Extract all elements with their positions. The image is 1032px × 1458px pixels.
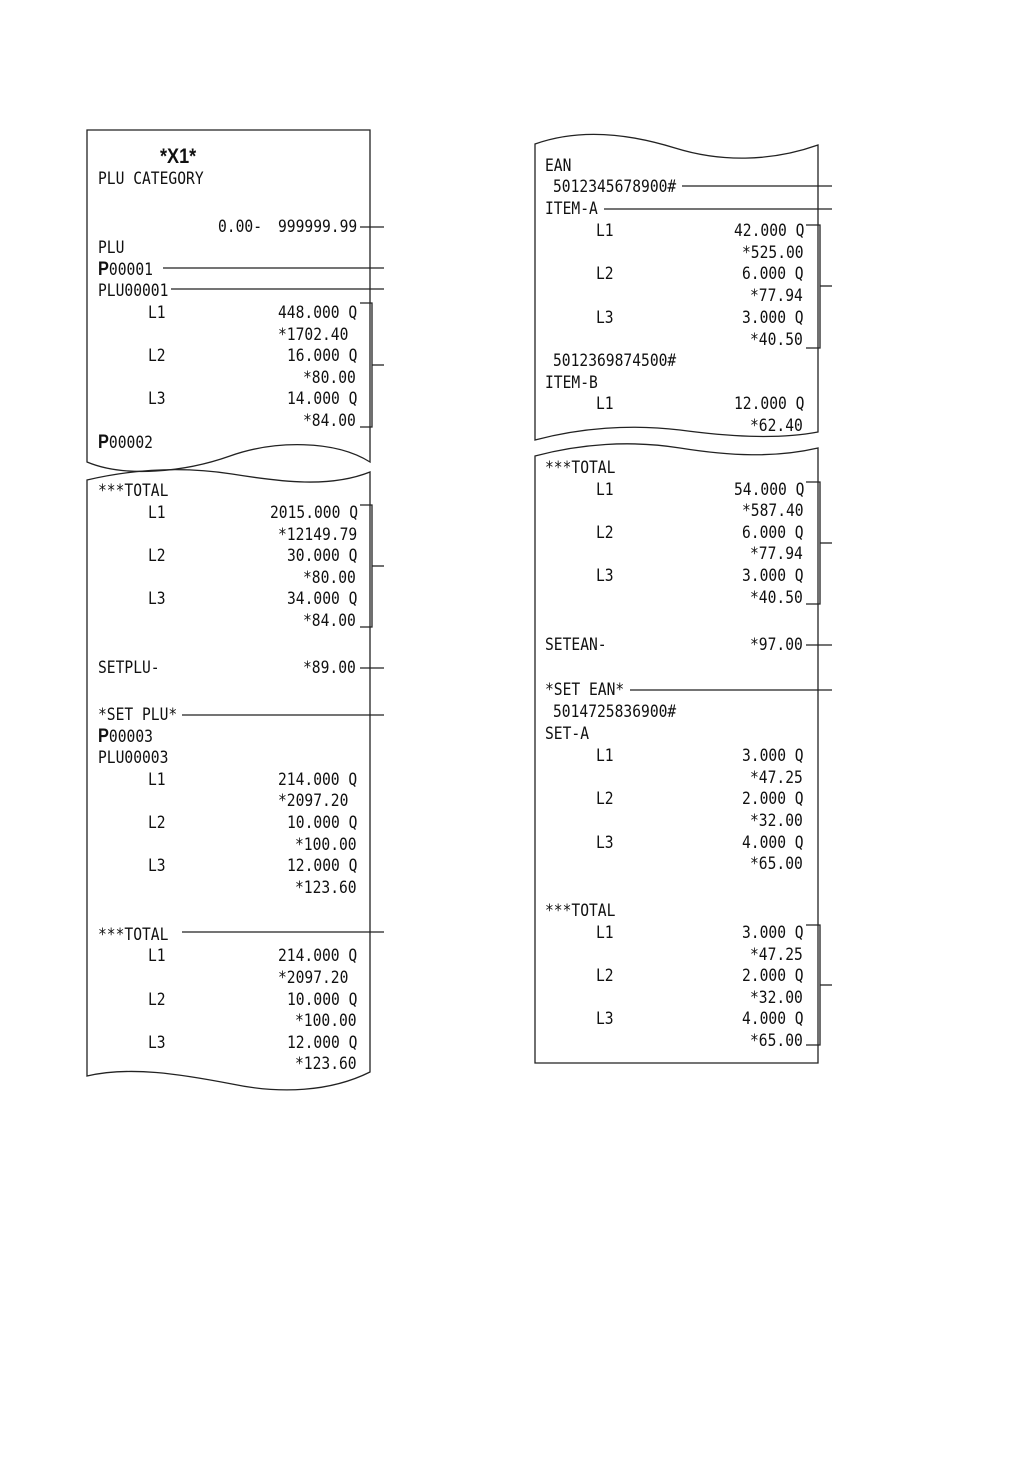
p1-line	[98, 259, 153, 282]
row-qty: 54.000 Q	[734, 480, 805, 500]
set-plu-header: *SET PLU*	[98, 705, 178, 725]
row-label: L2	[596, 523, 614, 543]
set-ean-header: *SET EAN*	[545, 680, 625, 700]
row-label: L3	[596, 566, 614, 586]
total-label: ***TOTAL	[545, 458, 616, 478]
p2-code: 00002	[108, 433, 153, 453]
row-amount: *525.00	[742, 243, 804, 263]
row-qty: 2.000 Q	[742, 966, 804, 986]
row-amount: *65.00	[750, 1031, 803, 1051]
p3-code: 00003	[108, 727, 153, 747]
row-label: L1	[148, 946, 166, 966]
row-amount: *587.40	[742, 501, 804, 521]
set-name: SET-A	[545, 724, 590, 744]
row-label: L2	[148, 990, 166, 1010]
row-amount: *62.40	[750, 416, 803, 436]
row-label: L1	[596, 923, 614, 943]
row-label: L2	[596, 789, 614, 809]
row-label: L1	[596, 746, 614, 766]
row-label: L3	[148, 1033, 166, 1053]
row-qty: 2015.000 Q	[270, 503, 359, 523]
range-low: 0.00-	[218, 217, 263, 237]
row-label: L3	[596, 308, 614, 328]
row-qty: 30.000 Q	[287, 546, 358, 566]
row-qty: 3.000 Q	[742, 923, 804, 943]
row-label: L1	[148, 770, 166, 790]
report-title	[160, 146, 196, 168]
row-qty: 12.000 Q	[287, 1033, 358, 1053]
row-qty: 6.000 Q	[742, 523, 804, 543]
row-amount: *2097.20	[278, 968, 349, 988]
p3-name: PLU00003	[98, 748, 169, 768]
row-label: L3	[148, 389, 166, 409]
item-a-name: ITEM-A	[545, 199, 598, 219]
item-b-name: ITEM-B	[545, 373, 598, 393]
row-amount: *123.60	[295, 1054, 357, 1074]
row-qty: 3.000 Q	[742, 746, 804, 766]
row-label: L1	[596, 394, 614, 414]
row-qty: 448.000 Q	[278, 303, 358, 323]
category-label: PLU CATEGORY	[98, 169, 204, 189]
row-label: L3	[596, 833, 614, 853]
row-qty: 214.000 Q	[278, 770, 358, 790]
row-amount: *80.00	[303, 568, 356, 588]
row-qty: 10.000 Q	[287, 813, 358, 833]
title-suffix: *	[189, 145, 197, 168]
setplu-amount: *89.00	[303, 658, 356, 678]
row-amount: *84.00	[303, 411, 356, 431]
setean-amount: *97.00	[750, 635, 803, 655]
row-qty: 12.000 Q	[734, 394, 805, 414]
row-amount: *12149.79	[278, 525, 358, 545]
total2-label: ***TOTAL	[545, 901, 616, 921]
row-qty: 4.000 Q	[742, 833, 804, 853]
row-qty: 14.000 Q	[287, 389, 358, 409]
row-label: L2	[596, 966, 614, 986]
row-label: L1	[148, 503, 166, 523]
row-qty: 12.000 Q	[287, 856, 358, 876]
range-high: 999999.99	[278, 217, 358, 237]
row-amount: *84.00	[303, 611, 356, 631]
row-label: L2	[148, 546, 166, 566]
p-mark: P	[98, 432, 109, 453]
row-amount: *80.00	[303, 368, 356, 388]
row-qty: 34.000 Q	[287, 589, 358, 609]
p1-code: 00001	[108, 260, 153, 280]
p1-name: PLU00001	[98, 281, 169, 301]
ean1-code: 5012345678900#	[553, 177, 677, 197]
row-label: L2	[148, 813, 166, 833]
row-amount: *77.94	[750, 286, 803, 306]
row-amount: *47.25	[750, 768, 803, 788]
title-main: X1	[167, 145, 190, 168]
row-amount: *47.25	[750, 945, 803, 965]
ean-label: EAN	[545, 156, 572, 176]
row-amount: *40.50	[750, 588, 803, 608]
row-label: L2	[148, 346, 166, 366]
row-amount: *32.00	[750, 988, 803, 1008]
total-label: ***TOTAL	[98, 481, 169, 501]
row-qty: 214.000 Q	[278, 946, 358, 966]
setean-label: SETEAN-	[545, 635, 607, 655]
row-amount: *100.00	[295, 835, 357, 855]
row-label: L3	[148, 589, 166, 609]
p3-line	[98, 726, 153, 749]
row-amount: *65.00	[750, 854, 803, 874]
title-prefix: *	[160, 145, 168, 168]
row-qty: 2.000 Q	[742, 789, 804, 809]
row-amount: *2097.20	[278, 791, 349, 811]
row-qty: 3.000 Q	[742, 308, 804, 328]
row-qty: 10.000 Q	[287, 990, 358, 1010]
row-label: L3	[596, 1009, 614, 1029]
p-mark: P	[98, 259, 109, 280]
set-code: 5014725836900#	[553, 702, 677, 722]
row-label: L2	[596, 264, 614, 284]
row-qty: 42.000 Q	[734, 221, 805, 241]
row-amount: *77.94	[750, 544, 803, 564]
plu-label: PLU	[98, 238, 125, 258]
row-qty: 6.000 Q	[742, 264, 804, 284]
row-qty: 3.000 Q	[742, 566, 804, 586]
row-label: L1	[596, 221, 614, 241]
row-label: L1	[596, 480, 614, 500]
row-qty: 16.000 Q	[287, 346, 358, 366]
row-amount: *100.00	[295, 1011, 357, 1031]
ean2-code: 5012369874500#	[553, 351, 677, 371]
row-amount: *1702.40	[278, 325, 349, 345]
p-mark: P	[98, 726, 109, 747]
row-amount: *40.50	[750, 330, 803, 350]
total2-label: ***TOTAL	[98, 925, 169, 945]
row-qty: 4.000 Q	[742, 1009, 804, 1029]
row-label: L3	[148, 856, 166, 876]
row-amount: *123.60	[295, 878, 357, 898]
row-amount: *32.00	[750, 811, 803, 831]
row-label: L1	[148, 303, 166, 323]
p2-line	[98, 432, 153, 455]
setplu-label: SETPLU-	[98, 658, 160, 678]
